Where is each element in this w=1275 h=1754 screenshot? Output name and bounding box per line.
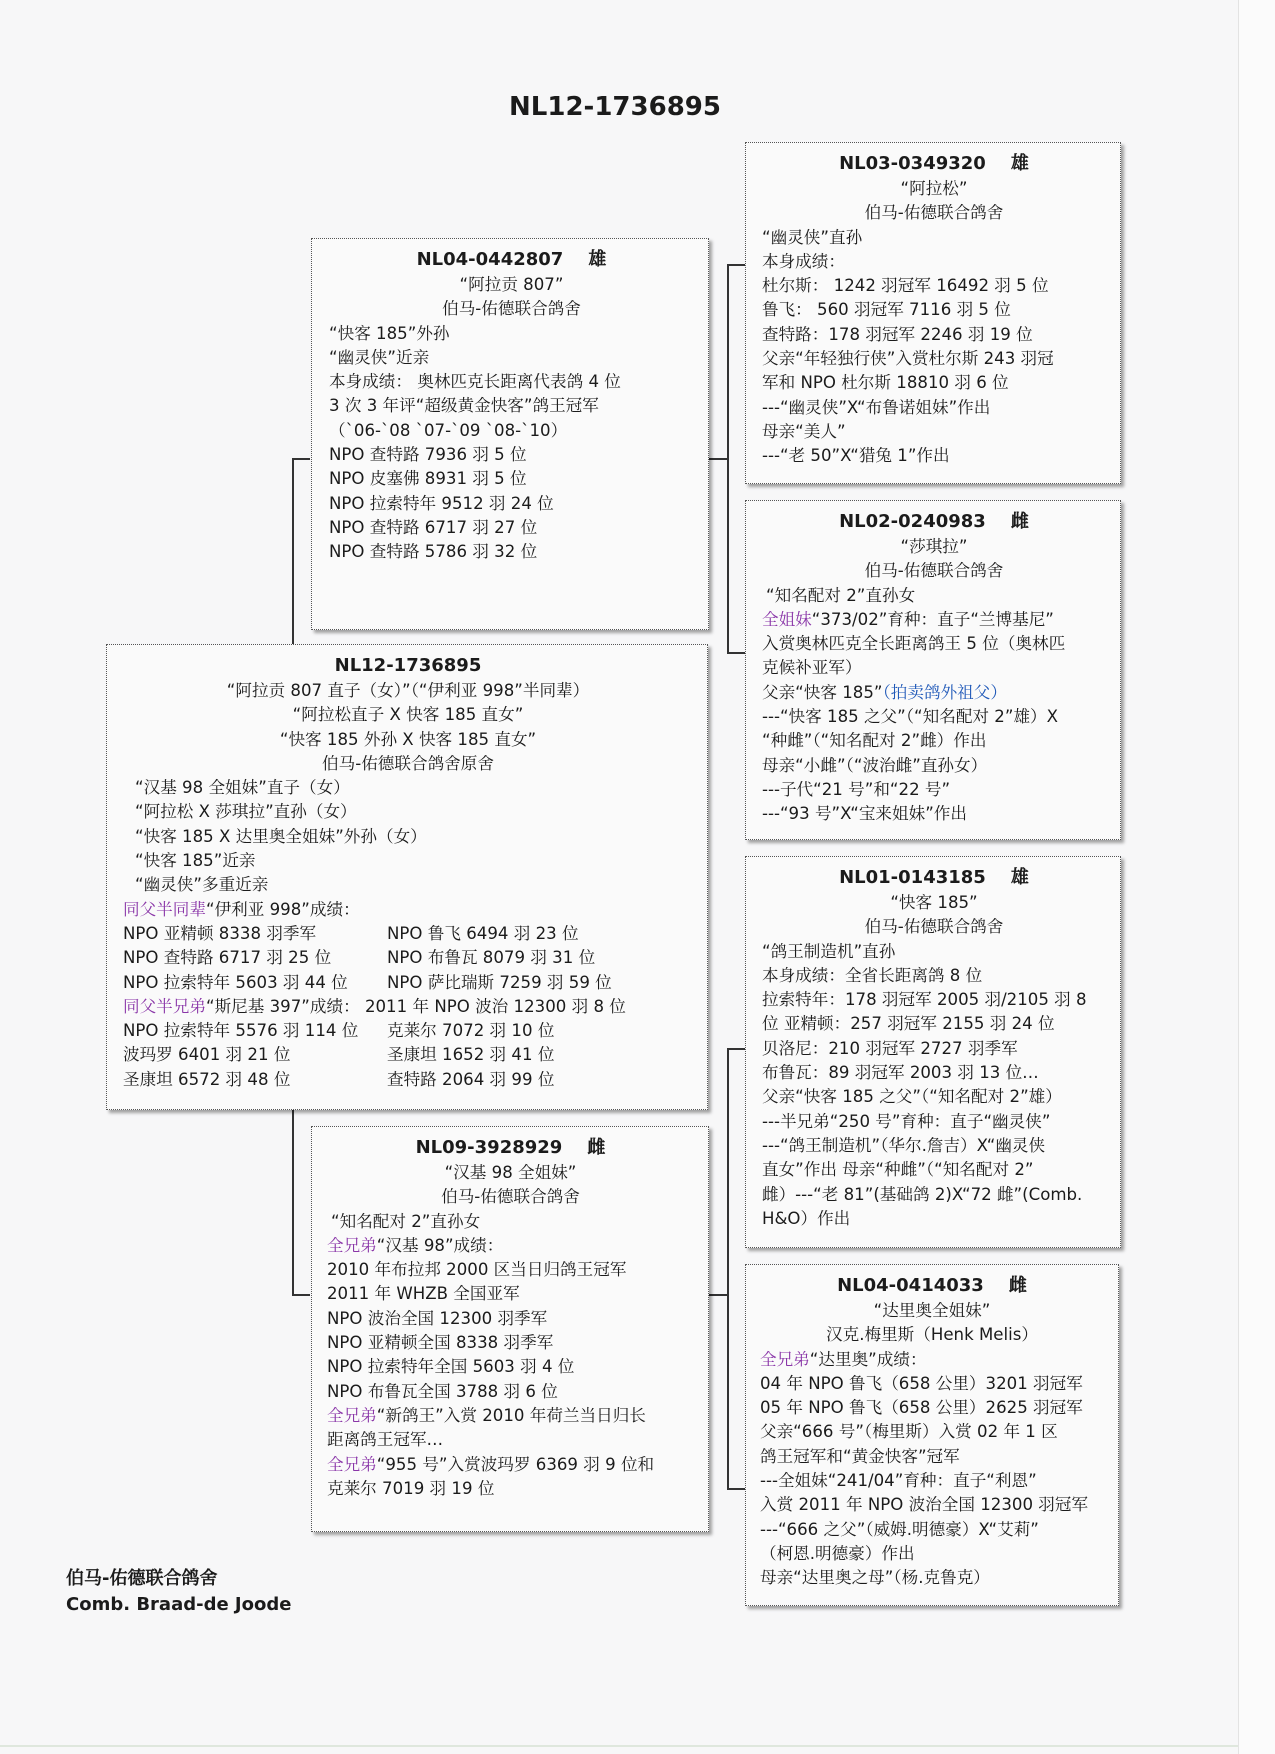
ds-line: “鸽王制造机”直孙 <box>762 941 896 961</box>
result-row <box>123 971 693 995</box>
result-cell: 克莱尔 7072 羽 10 位 <box>387 1021 555 1041</box>
subject-center-line: “阿拉贡 807 直子（女）”（“伊利亚 998”半同辈） <box>226 681 590 700</box>
ds-loft: 伯马-佑德联合鸽舍 <box>864 917 1004 937</box>
sd-line: “知名配对 2”直孙女 <box>766 585 916 605</box>
ss-ring: NL03-0349320 <box>839 153 986 174</box>
result-cell: NPO 拉索特年 5576 羽 114 位 <box>123 1021 359 1041</box>
sire-card <box>311 238 709 630</box>
dd-ring: NL04-0414033 <box>837 1275 984 1296</box>
subject-line: “阿拉松 X 莎琪拉”直孙（女） <box>135 802 357 822</box>
dam-line: NPO 拉索特年全国 5603 羽 4 位 <box>327 1357 575 1377</box>
subject-center-line: “阿拉松直子 X 快客 185 直女” <box>292 705 524 725</box>
subject-line: “快客 185”近亲 <box>135 851 256 871</box>
dam-name: “汉基 98 全姐妹” <box>444 1163 577 1182</box>
dd-line: 鸽王冠军和“黄金快客”冠军 <box>760 1446 960 1466</box>
result-cell: NPO 萨比瑞斯 7259 羽 59 位 <box>387 972 612 992</box>
fullsib-tag: 全兄弟 <box>327 1405 377 1425</box>
sd-ring: NL02-0240983 <box>839 511 986 532</box>
sd-line: 父亲“快客 185” <box>762 682 883 702</box>
ss-line: 杜尔斯： 1242 羽冠军 16492 羽 5 位 <box>762 276 1049 296</box>
dd-name: “达里奥全姐妹” <box>873 1301 991 1320</box>
ss-line: 鲁飞： 560 羽冠军 7116 羽 5 位 <box>762 300 1011 320</box>
sire-line: 本身成绩： 奥林匹克长距离代表鸽 4 位 <box>329 372 621 392</box>
result-cell: 圣康坦 1652 羽 41 位 <box>387 1045 555 1065</box>
dam-line: “新鸽王”入赏 2010 年荷兰当日归长 <box>376 1405 646 1425</box>
ss-header <box>762 151 1106 177</box>
connector-ds <box>727 1048 745 1050</box>
paper-edge <box>1238 0 1275 1754</box>
result-cell: NPO 查特路 6717 羽 25 位 <box>123 948 332 968</box>
sire-header <box>329 247 694 273</box>
ss-loft: 伯马-佑德联合鸽舍 <box>864 203 1004 223</box>
dam-line: NPO 亚精顿全国 8338 羽季军 <box>327 1333 554 1353</box>
ds-line: ---半兄弟“250 号”育种：直子“幽灵侠” <box>762 1111 1051 1131</box>
ss-line: 母亲“美人” <box>762 421 846 441</box>
dd-line: ---全姐妹“241/04”育种：直子“利恩” <box>760 1471 1037 1491</box>
sire-line: NPO 查特路 6717 羽 27 位 <box>329 517 538 537</box>
sd-line: “373/02”育种：直子“兰博基尼” <box>811 609 1054 629</box>
connector-sire-out <box>708 458 729 460</box>
dam-line: “知名配对 2”直孙女 <box>331 1211 481 1231</box>
ds-line: 雌）---“老 81”(基础鸽 2)X“72 雌”(Comb. <box>762 1184 1083 1204</box>
ds-name: “快客 185” <box>890 893 978 912</box>
result-row <box>123 1043 693 1067</box>
subject-center-line: “快客 185 外孙 X 快客 185 直女” <box>279 729 537 749</box>
halfsib2-tag: 同父半兄弟 <box>123 996 206 1016</box>
dd-breeder: 汉克.梅里斯（Henk Melis） <box>826 1325 1038 1345</box>
sire-name: “阿拉贡 807” <box>459 275 564 294</box>
sd-father-line <box>762 681 1106 705</box>
result-row <box>123 1019 693 1043</box>
connector-dam-out <box>708 1294 729 1296</box>
ds-line: 直女”作出 母亲“种雌”（“知名配对 2” <box>762 1160 1034 1180</box>
dam-fullsib-line <box>327 1453 694 1477</box>
dd-line: 父亲“666 号”（梅里斯）入赏 02 年 1 区 <box>760 1422 1058 1442</box>
result-row <box>123 946 693 970</box>
ds-ring: NL01-0143185 <box>839 867 986 888</box>
sire-ring: NL04-0442807 <box>416 249 564 270</box>
dam-line: NPO 布鲁瓦全国 3788 羽 6 位 <box>327 1381 558 1401</box>
ds-line: 布鲁瓦：89 羽冠军 2003 羽 13 位… <box>762 1063 1039 1083</box>
ds-line: 拉索特年：178 羽冠军 2005 羽/2105 羽 8 <box>762 990 1087 1010</box>
ss-sex: 雄 <box>1010 153 1029 174</box>
subject-line: “幽灵侠”多重近亲 <box>135 875 269 895</box>
sire-line: 3 次 3 年评“超级黄金快客”鸽王冠军 <box>329 396 599 416</box>
sire-dam-card <box>745 500 1121 840</box>
sire-sex: 雄 <box>588 249 607 270</box>
connector-dam-vertical <box>292 1110 294 1296</box>
sd-line: “种雌”（“知名配对 2”雌）作出 <box>762 731 987 751</box>
ds-line: H&O）作出 <box>762 1208 851 1228</box>
sd-name: “莎琪拉” <box>900 537 968 556</box>
dd-line: “达里奥”成绩： <box>809 1349 927 1369</box>
halfsib2-heading <box>123 995 693 1019</box>
connector-sd <box>727 652 745 654</box>
sd-header <box>762 509 1106 535</box>
halfsib1-heading <box>123 898 693 922</box>
ss-name: “阿拉松” <box>900 179 968 198</box>
ds-line: 父亲“快客 185 之父”（“知名配对 2”雄） <box>762 1087 1062 1107</box>
halfsib1-text: “伊利亚 998”成绩： <box>205 899 360 919</box>
connector-dam-parents-vertical <box>727 1048 729 1490</box>
connector-sire-horizontal <box>292 458 310 460</box>
sire-line: NPO 查特路 5786 羽 32 位 <box>329 542 538 562</box>
sd-sex: 雌 <box>1010 511 1029 532</box>
sire-line: NPO 皮塞佛 8931 羽 5 位 <box>329 469 527 489</box>
dam-line: 2010 年布拉邦 2000 区当日归鸽王冠军 <box>327 1260 627 1280</box>
sd-loft: 伯马-佑德联合鸽舍 <box>864 561 1004 581</box>
dam-card <box>311 1126 709 1532</box>
dd-line: 母亲“达里奥之母”（杨.克鲁克） <box>760 1568 990 1588</box>
dam-fullsib-line <box>327 1234 694 1258</box>
sire-line: （`06-`08 `07-`09 `08-`10） <box>329 420 568 440</box>
sd-fullsib-line <box>762 608 1106 632</box>
result-cell: NPO 拉索特年 5603 羽 44 位 <box>123 972 348 992</box>
dam-sex: 雌 <box>587 1137 606 1158</box>
ds-header <box>762 865 1106 891</box>
dam-sire-card <box>745 856 1121 1248</box>
fullsib-tag: 全兄弟 <box>327 1454 377 1474</box>
dd-line: 04 年 NPO 鲁飞（658 公里）3201 羽冠军 <box>760 1373 1083 1393</box>
ss-line: ---“幽灵侠”X“布鲁诺姐妹”作出 <box>762 397 991 417</box>
sd-line: ---子代“21 号”和“22 号” <box>762 779 951 799</box>
ss-line: “幽灵侠”直孙 <box>762 227 863 247</box>
ss-line: ---“老 50”X“猎兔 1”作出 <box>762 446 950 466</box>
ss-line: 本身成绩： <box>762 251 845 271</box>
dd-line: 05 年 NPO 鲁飞（658 公里）2625 羽冠军 <box>760 1398 1083 1418</box>
dam-fullsib-line <box>327 1404 694 1428</box>
ds-line: 位 亚精顿：257 羽冠军 2155 羽 24 位 <box>762 1014 1055 1034</box>
subject-center-line: 伯马-佑德联合鸽舍原舍 <box>322 753 494 773</box>
scan-bottom-line <box>0 1745 1238 1747</box>
subject-line: “汉基 98 全姐妹”直子（女） <box>135 778 350 798</box>
sd-line: 克候补亚军） <box>762 658 862 678</box>
connector-sire-vertical <box>292 458 294 644</box>
dam-line: “汉基 98”成绩： <box>376 1235 504 1255</box>
sd-line: 母亲“小雌”（“波治雌”直孙女） <box>762 755 988 775</box>
connector-ss <box>727 264 745 266</box>
dam-line: 2011 年 WHZB 全国亚军 <box>327 1284 520 1304</box>
fullsib-tag: 全兄弟 <box>327 1235 377 1255</box>
dd-fullsib-line <box>760 1348 1104 1372</box>
dam-ring: NL09-3928929 <box>415 1137 563 1158</box>
result-cell: 波玛罗 6401 羽 21 位 <box>123 1045 291 1065</box>
footer-loft-name <box>66 1566 291 1618</box>
result-row <box>123 922 693 946</box>
ds-line: ---“鸽王制造机”（华尔.詹吉）X“幽灵侠 <box>762 1135 1046 1155</box>
result-cell: NPO 鲁飞 6494 羽 23 位 <box>387 923 579 943</box>
sire-line: “幽灵侠”近亲 <box>329 347 430 367</box>
ss-line: 父亲“年轻独行侠”入赏杜尔斯 243 羽冠 <box>762 349 1054 369</box>
fullsister-tag: 全姐妹 <box>762 609 812 629</box>
ds-line: 贝洛尼：210 羽冠军 2727 羽季军 <box>762 1038 1018 1058</box>
dam-line: NPO 波治全国 12300 羽季军 <box>327 1308 548 1328</box>
dd-line: 入赏 2011 年 NPO 波治全国 12300 羽冠军 <box>760 1495 1089 1515</box>
connector-dam-horizontal <box>292 1294 310 1296</box>
dam-loft: 伯马-佑德联合鸽舍 <box>441 1187 580 1207</box>
ds-line: 本身成绩：全省长距离鸽 8 位 <box>762 965 983 985</box>
page-title: NL12-1736895 <box>509 92 721 122</box>
connector-dd <box>727 1488 745 1490</box>
auction-note: （拍卖鸽外祖父） <box>882 682 1007 702</box>
dam-dam-card <box>745 1264 1119 1606</box>
footer-chinese: 伯马-佑德联合鸽舍 <box>66 1568 218 1589</box>
subject-line: “快客 185 X 达里奥全姐妹”外孙（女） <box>135 826 427 846</box>
halfsib1-tag: 同父半同辈 <box>123 899 206 919</box>
ss-line: 军和 NPO 杜尔斯 18810 羽 6 位 <box>762 373 1009 393</box>
sd-line: ---“快客 185 之父”（“知名配对 2”雄）X <box>762 707 1059 727</box>
sire-sire-card <box>745 142 1121 484</box>
halfsib2-text: “斯尼基 397”成绩： 2011 年 NPO 波治 12300 羽 8 位 <box>205 996 626 1016</box>
sd-line: ---“93 号”X“宝来姐妹”作出 <box>762 804 967 824</box>
dd-line: （柯恩.明德豪）作出 <box>760 1543 915 1563</box>
subject-card <box>106 644 708 1110</box>
result-row <box>123 1068 693 1092</box>
sire-line: NPO 查特路 7936 羽 5 位 <box>329 445 527 465</box>
sire-line: “快客 185”外孙 <box>329 323 450 343</box>
dd-line: ---“666 之父”（威姆.明德豪）X“艾莉” <box>760 1519 1039 1539</box>
subject-ring: NL12-1736895 <box>334 655 482 676</box>
ds-sex: 雄 <box>1010 867 1029 888</box>
footer-english: Comb. Braad-de Joode <box>66 1594 292 1615</box>
ss-line: 查特路：178 羽冠军 2246 羽 19 位 <box>762 324 1033 344</box>
dam-header <box>327 1135 694 1161</box>
dam-line: “955 号”入赏波玛罗 6369 羽 9 位和 <box>376 1454 655 1474</box>
dd-header <box>760 1273 1104 1299</box>
result-cell: 查特路 2064 羽 99 位 <box>387 1069 555 1089</box>
result-cell: 圣康坦 6572 羽 48 位 <box>123 1069 291 1089</box>
result-cell: NPO 亚精顿 8338 羽季军 <box>123 923 317 943</box>
sire-loft: 伯马-佑德联合鸽舍 <box>442 299 581 319</box>
fullbrother-tag: 全兄弟 <box>760 1349 810 1369</box>
result-cell: NPO 布鲁瓦 8079 羽 31 位 <box>387 948 596 968</box>
sire-line: NPO 拉索特年 9512 羽 24 位 <box>329 493 554 513</box>
dam-line: 距离鸽王冠军… <box>327 1430 444 1450</box>
sd-line: 入赏奥林匹克全长距离鸽王 5 位（奥林匹 <box>762 634 1066 654</box>
dam-line: 克莱尔 7019 羽 19 位 <box>327 1478 495 1498</box>
dd-sex: 雌 <box>1008 1275 1027 1296</box>
